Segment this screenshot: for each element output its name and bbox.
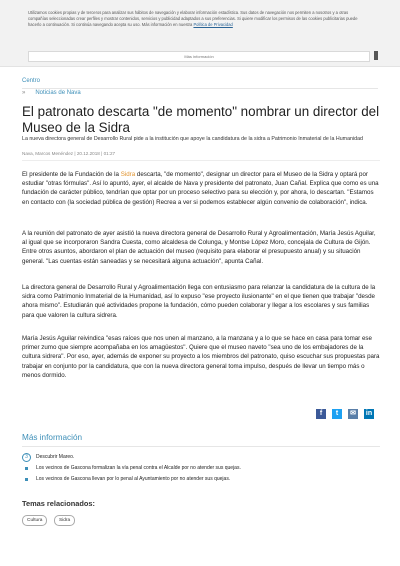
topic-tag-cultura[interactable]: Cultura xyxy=(22,515,47,526)
cookie-notice-text: Utilizamos cookies propias y de terceros para analizar sus hábitos de navegación y elaborar información estadística. Sus datos de navegación nos permiten a nosotros y a otras compañías seleccionadas crear perfiles y mostrar contenidos, servicios y publicidad adaptados a sus preferencias. Si quiere modificar los permisos de las cookies publicitarias puede hacerlo a continuación. Si continúa navegando acepta su uso. Más información en nuestra xyxy=(28,10,358,27)
cookie-close-button[interactable] xyxy=(374,51,378,60)
article-title: El patronato descarta "de momento" nombrar un director del Museo de la Sidra xyxy=(22,104,380,135)
breadcrumb xyxy=(22,89,81,97)
related-link-label[interactable]: Descubrir Mareo. xyxy=(36,454,75,460)
article-paragraph-2: A la reunión del patronato de ayer asistió la nueva directora general de Desarrollo Rural y Agroalimentación, María Jesús Aguilar, al igual que se incorporaron Sandra Cuesta, como alcaldesa de Colunga, y Montse López Moro, concejala de Cultura de Gijón. Entre otros asuntos, abordaron el plan de actuación del museo (requisito para elaborar el presupuesto anual) y su situación general. "Las cuentas están saneadas y se necesitará alguna actuación", apunta Cañal. xyxy=(22,230,376,265)
breadcrumb-section-link[interactable]: Noticias de Nava xyxy=(35,90,81,96)
related-link-label[interactable]: Los vecinos de Gascona formalizan la vía penal contra el Alcalde por no atender sus quejas. xyxy=(36,465,241,471)
bullet-icon xyxy=(25,478,28,481)
breadcrumb-home-link[interactable]: Centro xyxy=(22,78,41,84)
more-info-heading: Más información xyxy=(22,433,83,442)
article-paragraph-3: La directora general de Desarrollo Rural y Agroalimentación llega con entusiasmo para relanzar la candidatura de la cultura de la sidra como Patrimonio Inmaterial de la Humanidad, así lo expuso "ese proyecto ilusionante" en el que tienen que trabajar "desde ahora mismo". Estudiarán qué actividades propone la fundación, cómo pueden colaborar y llegar a los escolares y sus familias para que valoren la cultura sidrera. xyxy=(22,284,376,319)
twitter-share-button[interactable]: t xyxy=(332,409,342,419)
paragraph-1-start: El presidente de la Fundación de la xyxy=(22,171,121,178)
sidra-tag-link[interactable]: Sidra xyxy=(120,171,136,178)
related-topics-heading: Temas relacionados: xyxy=(22,499,95,508)
article-paragraph-4: María Jesús Aguilar reivindica "esas raíces que nos unen al manzano, a la manzana y a lo que se hace en casa para tomar ese primer zumo que siempre acompañaba en los amagüestos". Quiere que el museo naveto "sea uno de los embajadores de la cultura sidrera". Por eso, ayer, además de exponer su proyecto a los miembros del patronato, quiso escuchar sus propuestas para trabajar en conjunto por la candidatura, que con la nueva directora general toma impulso, después de llevar un tiempo más o menos dormido. xyxy=(22,335,380,379)
related-link-label[interactable]: Los vecinos de Gascona llevan por lo penal al Ayuntamiento por no atender sus quejas. xyxy=(36,476,231,482)
article-subtitle: La nueva directora general de Desarrollo Rural pide a la institución que apoye la candidatura de la sidra a Patrimonio Inmaterial de la Humanidad xyxy=(22,136,363,142)
topic-tag-sidra[interactable]: Sidra xyxy=(54,515,75,526)
breadcrumb-separator: » xyxy=(22,90,26,96)
more-info-divider xyxy=(22,446,380,447)
cookie-banner xyxy=(0,0,400,67)
article-paragraph-1 xyxy=(22,170,380,207)
bullet-icon xyxy=(25,467,28,470)
article-author: Nava, Marcos Menéndez xyxy=(22,151,74,156)
meta-divider xyxy=(22,160,380,161)
meta-separator: | xyxy=(74,151,76,156)
cookie-notice xyxy=(28,10,368,28)
article-date: 20.12.2018 | 01:27 xyxy=(76,151,116,156)
article-meta xyxy=(22,151,115,156)
more-info-button[interactable]: Más información xyxy=(28,51,370,62)
privacy-policy-link[interactable]: Política de Privacidad xyxy=(193,22,233,27)
linkedin-share-button[interactable]: in xyxy=(365,410,373,417)
facebook-share-button[interactable]: f xyxy=(316,409,326,419)
email-share-button[interactable]: ✉ xyxy=(348,409,358,419)
number-circle-icon: 3 xyxy=(22,453,31,462)
paragraph-1-end: descarta, "de momento", designar un director para el Museo de la Sidra y optará por estudiar "otras fórmulas". Así lo apuntó, ayer, el alcalde de Nava y presidente del patronato, Juan Cañal. Explica que como es una fundación de carácter público, tendrían que optar por un proceso selectivo para su elección y, por ahora, lo descartan. "Estamos en contacto con (la sociedad pública de gestión) Recrea a ver si podemos establecer algún convenio de colaboración", indica. xyxy=(22,171,379,206)
